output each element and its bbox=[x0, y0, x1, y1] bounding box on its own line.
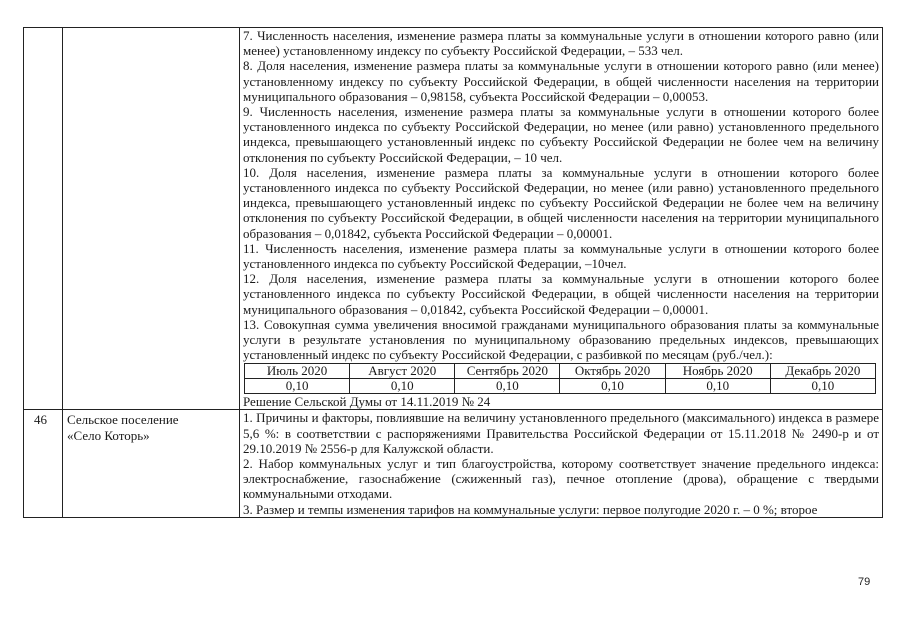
monthly-sum-table bbox=[244, 363, 876, 394]
month-value: 0,10 bbox=[770, 379, 875, 394]
month-header: Август 2020 bbox=[350, 364, 455, 379]
list-item: 2. Набор коммунальных услуг и тип благоустройства, которому соответствует значение предельного индекса: электроснабжение, газоснабжение (сжиженный газ), печное отопление (дрова), обращение с твердыми коммунальными отходами. bbox=[243, 456, 879, 502]
list-item: 3. Размер и темпы изменения тарифов на коммунальные услуги: первое полугодие 2020 г. – 0 %; второе bbox=[243, 501, 818, 517]
table-row bbox=[245, 379, 876, 394]
month-header: Сентябрь 2020 bbox=[455, 364, 560, 379]
list-item: 11. Численность населения, изменение размера платы за коммунальные услуги в отношении которого более установленного индекса по субъекту Российской Федерации, –10чел. bbox=[243, 240, 879, 272]
decision-reference: Решение Сельской Думы от 14.11.2019 № 24 bbox=[243, 394, 491, 410]
info-cell bbox=[240, 28, 883, 410]
row-number-cell bbox=[24, 28, 63, 410]
table-row bbox=[24, 410, 883, 517]
municipality-name-line: Сельское поселение bbox=[67, 412, 179, 428]
info-cell bbox=[240, 410, 883, 517]
month-header: Июль 2020 bbox=[245, 364, 350, 379]
list-item: 12. Доля населения, изменение размера платы за коммунальные услуги в отношении которого более установленного индекса по субъекту Российской Федерации, в общей численности населения на территории муниципального образования – 0,01842, субъекта Российской Федерации – 0,00001. bbox=[243, 271, 879, 317]
list-item: 13. Совокупная сумма увеличения вносимой гражданами муниципального образования платы за коммунальные услуги в результате установления по муниципальному образованию предельных индексов, превышающих установленный индекс по субъекту Российской Федерации, с разбивкой по месяцам (руб./чел.): bbox=[243, 316, 879, 363]
list-item: 7. Численность населения, изменение размера платы за коммунальные услуги в отношении которого равно (или менее) установленному индексу по субъекту Российской Федерации, – 533 чел. bbox=[243, 28, 879, 59]
month-header: Ноябрь 2020 bbox=[665, 364, 770, 379]
list-item: 8. Доля населения, изменение размера платы за коммунальные услуги в отношении которого равно (или менее) установленному индексу по субъекту Российской Федерации, в общей численности населения на территории муниципального образования – 0,98158, субъекта Российской Федерации – 0,00053. bbox=[243, 58, 879, 104]
month-header: Декабрь 2020 bbox=[770, 364, 875, 379]
row-number: 46 bbox=[34, 412, 47, 428]
list-item: 1. Причины и факторы, повлиявшие на величину установленного предельного (максимального) индекса в размере 5,6 %: в соответствии с распоряжениями Правительства Российской Федерации от 15.11.2018 № 2490-р и от 29.10.2019 № 2556-р для Калужской области. bbox=[243, 410, 879, 456]
municipality-cell bbox=[63, 410, 240, 517]
municipal-index-table bbox=[23, 27, 883, 518]
list-item: 10. Доля населения, изменение размера платы за коммунальные услуги в отношении которого более установленного индекса по субъекту Российской Федерации, но менее (или равно) установленного предельного индекса, превышающего установленный индекс по субъекту Российской Федерации не более чем на величину отклонения по субъекту Российской Федерации, в общей численности населения на территории муниципального образования – 0,01842, субъекта Российской Федерации – 0,00001. bbox=[243, 164, 879, 241]
table-row bbox=[24, 28, 883, 410]
month-value: 0,10 bbox=[455, 379, 560, 394]
municipality-name-line: «Село Которь» bbox=[67, 427, 150, 443]
month-value: 0,10 bbox=[560, 379, 665, 394]
table-row bbox=[245, 364, 876, 379]
municipality-name bbox=[63, 410, 239, 442]
month-value: 0,10 bbox=[665, 379, 770, 394]
month-header: Октябрь 2020 bbox=[560, 364, 665, 379]
page-number: 79 bbox=[858, 576, 871, 588]
municipality-cell bbox=[63, 28, 240, 410]
list-item: 9. Численность населения, изменение размера платы за коммунальные услуги в отношении которого более установленного индекса по субъекту Российской Федерации, но менее (или равно) установленного предельного индекса, превышающего установленный индекс по субъекту Российской Федерации не более чем на величину отклонения по субъекту Российской Федерации, – 10 чел. bbox=[243, 104, 879, 165]
row-number-cell bbox=[24, 410, 63, 517]
month-value: 0,10 bbox=[350, 379, 455, 394]
month-value: 0,10 bbox=[245, 379, 350, 394]
